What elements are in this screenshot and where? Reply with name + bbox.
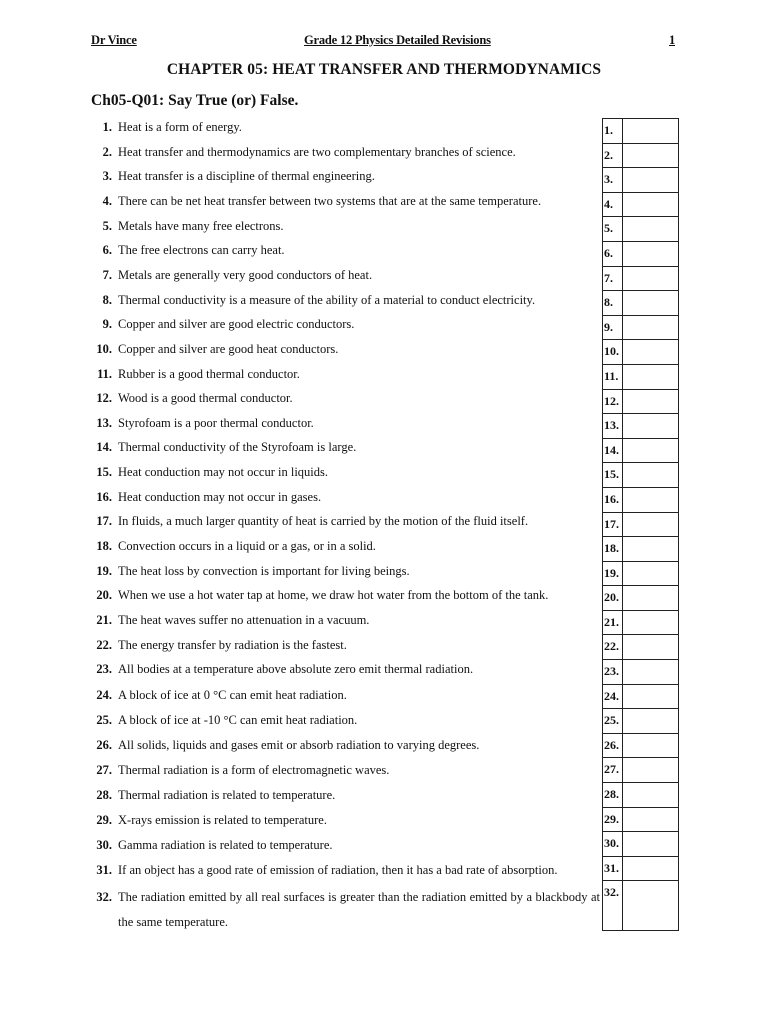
answer-row	[603, 316, 678, 341]
answer-box[interactable]	[623, 439, 678, 463]
question-number: 2.	[102, 144, 112, 159]
answer-number: 8.	[603, 291, 623, 315]
answer-box[interactable]	[623, 881, 678, 930]
header-page-number: 1	[669, 33, 676, 47]
question-number: 9.	[102, 317, 112, 332]
answer-row	[603, 758, 678, 783]
answer-row	[603, 119, 678, 144]
answer-number: 30.	[603, 832, 623, 856]
question-text: Metals have many free electrons.	[118, 218, 284, 233]
question-number: 7.	[102, 267, 112, 282]
answer-box[interactable]	[623, 586, 678, 610]
question-text: Copper and silver are good heat conductors.	[118, 341, 339, 356]
answer-box[interactable]	[623, 119, 678, 143]
header-course: Grade 12 Physics Detailed Revisions	[304, 33, 491, 47]
answer-box[interactable]	[623, 709, 678, 733]
question-number: 11.	[97, 366, 112, 381]
answer-number: 24.	[603, 685, 623, 709]
answer-number: 1.	[603, 119, 623, 143]
question-text: If an object has a good rate of emission of radiation, then it has a bad rate of absorption.	[118, 862, 558, 877]
question-text: Heat is a form of energy.	[118, 120, 242, 134]
question-text: Heat transfer and thermodynamics are two complementary branches of science.	[118, 144, 516, 159]
answer-row	[603, 808, 678, 833]
chapter-title: CHAPTER 05: HEAT TRANSFER AND THERMODYNAMICS	[166, 61, 602, 78]
question-text: Convection occurs in a liquid or a gas, or in a solid.	[118, 539, 376, 554]
answer-row	[603, 832, 678, 857]
answer-box[interactable]	[623, 316, 678, 340]
question-text: Styrofoam is a poor thermal conductor.	[118, 415, 314, 430]
answer-row	[603, 685, 678, 710]
answer-box[interactable]	[623, 340, 678, 364]
question-text: Metals are generally very good conductors of heat.	[118, 267, 373, 282]
question-text: Thermal conductivity is a measure of the ability of a material to conduct electricity.	[118, 292, 536, 307]
answer-row	[603, 537, 678, 562]
answer-box[interactable]	[623, 193, 678, 217]
answer-number: 3.	[603, 168, 623, 192]
question-text: X-rays emission is related to temperature.	[118, 812, 327, 827]
question-number: 5.	[102, 218, 112, 233]
question-text: There can be net heat transfer between two systems that are at the same temperature.	[118, 193, 542, 208]
answer-row	[603, 340, 678, 365]
answer-number: 23.	[603, 660, 623, 684]
answer-box[interactable]	[623, 144, 678, 168]
answer-row	[603, 734, 678, 759]
answer-grid	[602, 118, 679, 931]
question-number: 23.	[96, 662, 112, 677]
answer-box[interactable]	[623, 660, 678, 684]
answer-number: 19.	[603, 562, 623, 586]
answer-box[interactable]	[623, 390, 678, 414]
question-number: 31.	[96, 862, 112, 877]
question-number: 10.	[96, 341, 112, 356]
answer-row	[603, 414, 678, 439]
answer-row	[603, 783, 678, 808]
question-text: When we use a hot water tap at home, we draw hot water from the bottom of the tank.	[118, 588, 549, 603]
answer-number: 22.	[603, 635, 623, 659]
answer-box[interactable]	[623, 635, 678, 659]
question-number: 30.	[96, 837, 112, 852]
question-number: 8.	[102, 292, 112, 307]
question-number: 3.	[102, 169, 112, 184]
answer-row	[603, 660, 678, 685]
header-author: Dr Vince	[91, 33, 137, 47]
question-number: 13.	[96, 415, 112, 430]
question-number: 24.	[96, 687, 112, 702]
answer-box[interactable]	[623, 758, 678, 782]
answer-box[interactable]	[623, 365, 678, 389]
answer-box[interactable]	[623, 513, 678, 537]
answer-number: 16.	[603, 488, 623, 512]
answer-row	[603, 365, 678, 390]
answer-box[interactable]	[623, 488, 678, 512]
answer-number: 20.	[603, 586, 623, 610]
answer-row	[603, 611, 678, 636]
question-number: 18.	[96, 539, 112, 554]
answer-number: 9.	[603, 316, 623, 340]
answer-row	[603, 586, 678, 611]
question-text: A block of ice at 0 °C can emit heat radiation.	[118, 687, 347, 702]
question-number: 25.	[96, 712, 112, 727]
answer-number: 6.	[603, 242, 623, 266]
answer-box[interactable]	[623, 611, 678, 635]
answer-number: 12.	[603, 390, 623, 414]
answer-row	[603, 242, 678, 267]
answer-row	[603, 857, 678, 882]
question-text: Heat conduction may not occur in gases.	[118, 489, 322, 504]
question-number: 26.	[96, 737, 112, 752]
answer-box[interactable]	[623, 414, 678, 438]
answer-row	[603, 439, 678, 464]
answer-row	[603, 513, 678, 538]
answer-number: 21.	[603, 611, 623, 635]
question-text: Gamma radiation is related to temperature.	[118, 837, 333, 852]
question-text: The radiation emitted by all real surfaces is greater than the radiation emitted by a blackbody at the same temperature.	[118, 890, 600, 929]
answer-box[interactable]	[623, 857, 678, 881]
answer-box[interactable]	[623, 267, 678, 291]
answer-row	[603, 562, 678, 587]
question-number: 6.	[102, 243, 112, 258]
answer-row	[603, 463, 678, 488]
question-title: Ch05-Q01: Say True (or) False.	[91, 92, 299, 109]
answer-number: 4.	[603, 193, 623, 217]
answer-row	[603, 488, 678, 513]
answer-box[interactable]	[623, 808, 678, 832]
question-number: 29.	[96, 812, 112, 827]
question-number: 20.	[96, 588, 112, 603]
question-text: The energy transfer by radiation is the fastest.	[118, 637, 347, 652]
answer-number: 27.	[603, 758, 623, 782]
question-number: 32.	[96, 890, 112, 904]
answer-row	[603, 267, 678, 292]
answer-number: 15.	[603, 463, 623, 487]
answer-row	[603, 709, 678, 734]
answer-number: 25.	[603, 709, 623, 733]
question-text: Heat transfer is a discipline of thermal engineering.	[118, 169, 375, 184]
question-number: 19.	[96, 563, 112, 578]
answer-row	[603, 144, 678, 169]
answer-number: 5.	[603, 217, 623, 241]
question-number: 4.	[102, 193, 112, 208]
question-number: 12.	[96, 391, 112, 406]
answer-box[interactable]	[623, 685, 678, 709]
answer-box[interactable]	[623, 217, 678, 241]
answer-number: 18.	[603, 537, 623, 561]
answer-box[interactable]	[623, 291, 678, 315]
question-text: A block of ice at -10 °C can emit heat radiation.	[118, 712, 358, 727]
answer-box[interactable]	[623, 537, 678, 561]
question-text: Heat conduction may not occur in liquids.	[118, 465, 329, 480]
question-number: 27.	[96, 762, 112, 777]
question-text: Wood is a good thermal conductor.	[118, 391, 293, 406]
question-number: 16.	[96, 489, 112, 504]
question-text: All bodies at a temperature above absolute zero emit thermal radiation.	[118, 662, 474, 677]
answer-row	[603, 291, 678, 316]
answer-number: 7.	[603, 267, 623, 291]
answer-box[interactable]	[623, 734, 678, 758]
answer-row	[603, 390, 678, 415]
question-text: Thermal conductivity of the Styrofoam is large.	[118, 440, 357, 455]
answer-box[interactable]	[623, 783, 678, 807]
answer-number: 31.	[603, 857, 623, 881]
question-text: Thermal radiation is a form of electromagnetic waves.	[118, 762, 390, 777]
answer-box[interactable]	[623, 832, 678, 856]
answer-box[interactable]	[623, 242, 678, 266]
answer-box[interactable]	[623, 562, 678, 586]
answer-number: 17.	[603, 513, 623, 537]
question-number: 17.	[96, 514, 112, 529]
question-text: All solids, liquids and gases emit or absorb radiation to varying degrees.	[118, 737, 480, 752]
answer-number: 13.	[603, 414, 623, 438]
answer-number: 10.	[603, 340, 623, 364]
answer-number: 32.	[603, 881, 623, 930]
answer-row	[603, 635, 678, 660]
question-text: Thermal radiation is related to temperature.	[118, 787, 336, 802]
question-text: Rubber is a good thermal conductor.	[118, 366, 300, 381]
question-text: The heat loss by convection is important for living beings.	[118, 563, 410, 578]
answer-number: 28.	[603, 783, 623, 807]
question-number: 22.	[96, 637, 112, 652]
answer-number: 14.	[603, 439, 623, 463]
question-text: Copper and silver are good electric conductors.	[118, 317, 355, 332]
question-text: The heat waves suffer no attenuation in a vacuum.	[118, 613, 370, 627]
question-number: 15.	[96, 465, 112, 480]
answer-number: 26.	[603, 734, 623, 758]
question-number: 28.	[96, 787, 112, 802]
answer-box[interactable]	[623, 463, 678, 487]
answer-number: 2.	[603, 144, 623, 168]
question-number: 21.	[96, 613, 112, 627]
answer-row	[603, 193, 678, 218]
question-text: The free electrons can carry heat.	[118, 243, 285, 258]
answer-row	[603, 217, 678, 242]
question-number: 1.	[102, 120, 112, 134]
question-number: 14.	[96, 440, 112, 455]
question-text: In fluids, a much larger quantity of heat is carried by the motion of the fluid itself.	[118, 514, 529, 529]
answer-number: 29.	[603, 808, 623, 832]
answer-number: 11.	[603, 365, 623, 389]
answer-row	[603, 881, 678, 931]
answer-box[interactable]	[623, 168, 678, 192]
answer-row	[603, 168, 678, 193]
